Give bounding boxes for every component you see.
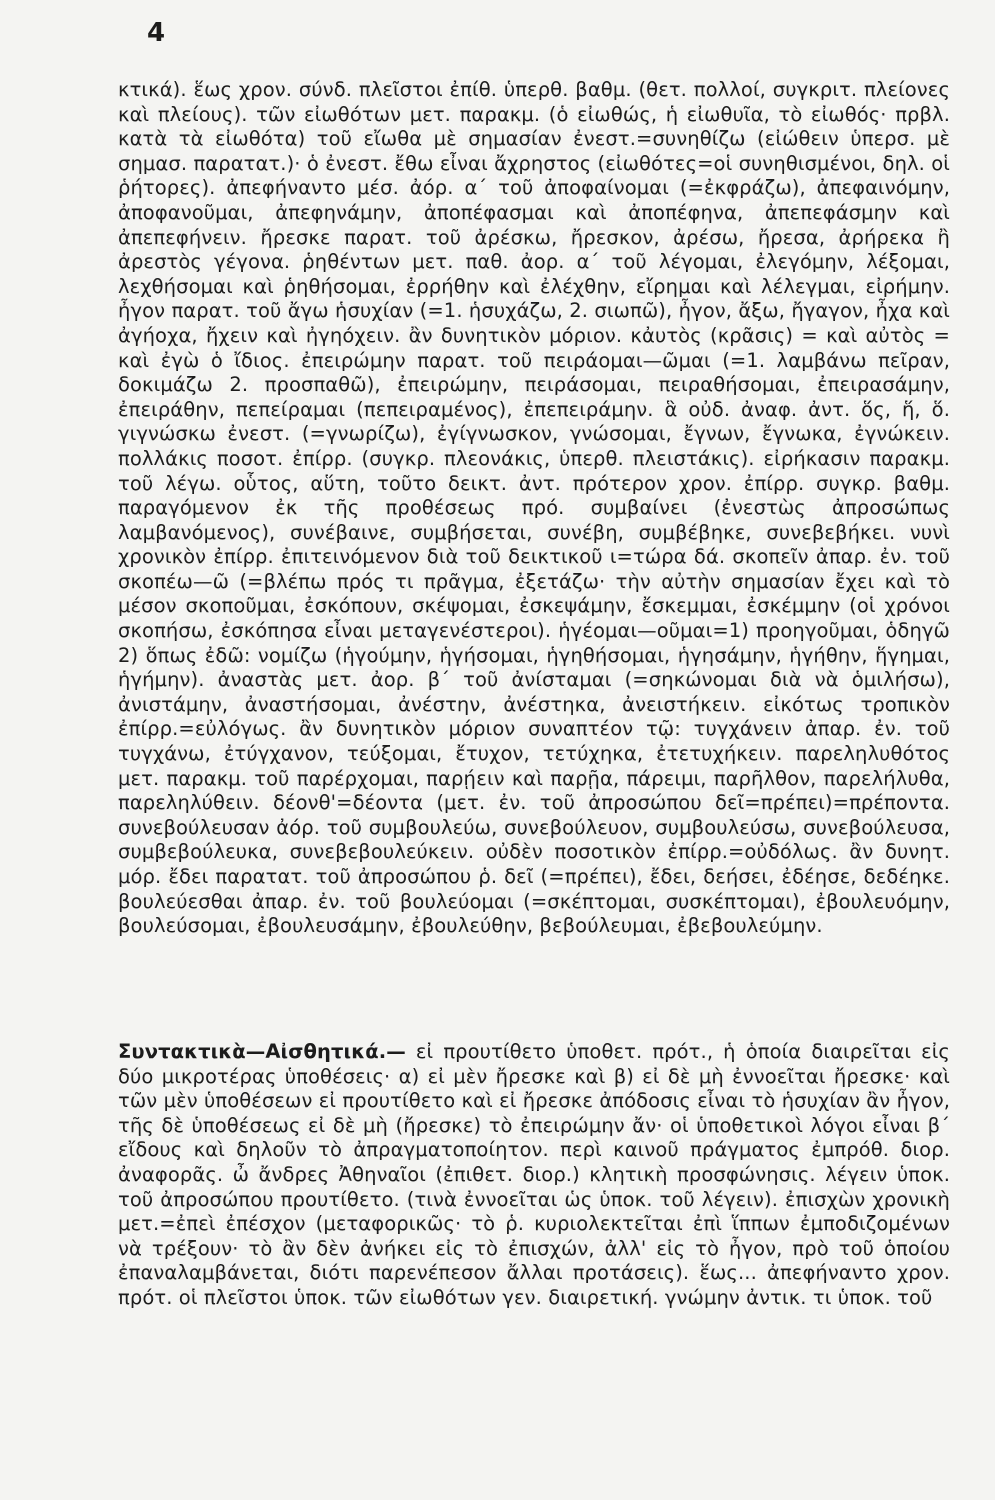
body-paragraph-2: [118, 1040, 950, 1311]
section-heading: Συντακτικὰ—Αἰσθητικά.—: [118, 1040, 406, 1063]
page-number: 4: [147, 18, 166, 48]
body-paragraph-1: κτικά). ἕως χρον. σύνδ. πλεῖστοι ἐπίθ. ὑπερθ. βαθμ. (θετ. πολλοί, συγκριτ. πλείονες καὶ πλείους). τῶν εἰωθότων μετ. παρακμ. (ὁ εἰωθώς, ἡ εἰωθυῖα, τὸ εἰωθός· πρβλ. κατὰ τὰ εἰωθότα) τοῦ εἴωθα μὲ σημασίαν ἐνεστ.=συνηθίζω (εἰώθειν ὑπερσ. μὲ σημασ. παρατατ.)· ὁ ἐνεστ. ἔθω εἶναι ἄχρηστος (εἰωθότες=οἱ συνηθισμένοι, δηλ. οἱ ῥήτορες). ἀπεφήναντο μέσ. ἀόρ. α΄ τοῦ ἀποφαίνομαι (=ἐκφράζω), ἀπεφαινόμην, ἀποφανοῦμαι, ἀπεφηνάμην, ἀποπέφασμαι καὶ ἀποπέφηνα, ἀπεπεφάσμην καὶ ἀπεπεφήνειν. ἤρεσκε παρατ. τοῦ ἀρέσκω, ἤρεσκον, ἀρέσω, ἤρεσα, ἀρήρεκα ἢ ἀρεστὸς γέγονα. ῥηθέντων μετ. παθ. ἀορ. α΄ τοῦ λέγομαι, ἐλεγόμην, λέξομαι, λεχθήσομαι καὶ ῥηθήσομαι, ἐρρήθην καὶ ἐλέχθην, εἴρημαι καὶ λέλεγμαι, εἰρήμην. ἦγον παρατ. τοῦ ἄγω ἡσυχίαν (=1. ἡσυχάζω, 2. σιωπῶ), ἦγον, ἄξω, ἤγαγον, ἦχα καὶ ἀγήοχα, ἤχειν καὶ ἠγηόχειν. ἂν δυνητικὸν μόριον. κἀυτὸς (κρᾶσις) = καὶ αὐτὸς = καὶ ἐγὼ ὁ ἴδιος. ἐπειρώμην παρατ. τοῦ πειράομαι—ῶμαι (=1. λαμβάνω πεῖραν, δοκιμάζω 2. προσπαθῶ), ἐπειρώμην, πειράσομαι, πειραθήσομαι, ἐπειρασάμην, ἐπειράθην, πεπείραμαι (πεπειραμένος), ἐπεπειράμην. ἃ οὐδ. ἀναφ. ἀντ. ὅς, ἥ, ὅ. γιγνώσκω ἐνεστ. (=γνωρίζω), ἐγίγνωσκον, γνώσομαι, ἔγνων, ἔγνωκα, ἐγνώκειν. πολλάκις ποσοτ. ἐπίρρ. (συγκρ. πλεονάκις, ὑπερθ. πλειστάκις). εἰρήκασιν παρακμ. τοῦ λέγω. οὗτος, αὕτη, τοῦτο δεικτ. ἀντ. πρότερον χρον. ἐπίρρ. συγκρ. βαθμ. παραγόμενον ἐκ τῆς προθέσεως πρό. συμβαίνει (ἐνεστὼς ἀπροσώπως λαμβανόμενος), συνέβαινε, συμβήσεται, συνέβη, συμβέβηκε, συνεβεβήκει. νυνὶ χρονικὸν ἐπίρρ. ἐπιτεινόμενον διὰ τοῦ δεικτικοῦ ι=τώρα δά. σκοπεῖν ἀπαρ. ἐν. τοῦ σκοπέω—ῶ (=βλέπω πρός τι πρᾶγμα, ἐξετάζω· τὴν αὐτὴν σημασίαν ἔχει καὶ τὸ μέσον σκοποῦμαι, ἐσκόπουν, σκέψομαι, ἐσκεψάμην, ἔσκεμμαι, ἐσκέμμην (οἱ χρόνοι σκοπήσω, ἐσκόπησα εἶναι μεταγενέστεροι). ἡγέομαι—οῦμαι=1) προηγοῦμαι, ὁδηγῶ 2) ὅπως ἐδῶ: νομίζω (ἡγούμην, ἡγήσομαι, ἡγηθήσομαι, ἡγησάμην, ἡγήθην, ἥγημαι, ἡγήμην). ἀναστὰς μετ. ἀορ. β΄ τοῦ ἀνίσταμαι (=σηκώνομαι διὰ νὰ ὁμιλήσω), ἀνιστάμην, ἀναστήσομαι, ἀνέστην, ἀνέστηκα, ἀνειστήκειν. εἰκότως τροπικὸν ἐπίρρ.=εὐλόγως. ἂν δυνητικὸν μόριον συναπτέον τῷ: τυγχάνειν ἀπαρ. ἐν. τοῦ τυγχάνω, ἐτύγχανον, τεύξομαι, ἔτυχον, τετύχηκα, ἐτετυχήκειν. παρεληλυθότος μετ. παρακμ. τοῦ παρέρχομαι, παρῄειν καὶ παρῇα, πάρειμι, παρῆλθον, παρελήλυθα, παρεληλύθειν. δέονθ'=δέοντα (μετ. ἐν. τοῦ ἀπροσώπου δεῖ=πρέπει)=πρέποντα. συνεβούλευσαν ἀόρ. τοῦ συμβουλεύω, συνεβούλευον, συμβουλεύσω, συνεβούλευσα, συμβεβούλευκα, συνεβεβουλεύκειν. οὐδὲν ποσοτικὸν ἐπίρρ.=οὐδόλως. ἂν δυνητ. μόρ. ἔδει παρατατ. τοῦ ἀπροσώπου ῥ. δεῖ (=πρέπει), ἔδει, δεήσει, ἐδέησε, δεδέηκε. βουλεύεσθαι ἀπαρ. ἐν. τοῦ βουλεύομαι (=σκέπτομαι, συσκέπτομαι), ἐβουλευόμην, βουλεύσομαι, ἐβουλευσάμην, ἐβουλεύθην, βεβούλευμαι, ἐβεβουλεύμην.: [118, 78, 950, 938]
section-text: εἰ προυτίθετο ὑποθετ. πρότ., ἡ ὁποία διαιρεῖται εἰς δύο μικροτέρας ὑποθέσεις· α) εἰ μὲν ἤρεσκε καὶ β) εἰ δὲ μὴ ἐννοεῖται ἤρεσκε· καὶ τῶν μὲν ὑποθέσεων εἰ προυτίθετο καὶ εἰ ἤρεσκε ἀπόδοσις εἶναι τὸ ἡσυχίαν ἂν ἦγον, τῆς δὲ ὑποθέσεως εἰ δὲ μὴ (ἤρεσκε) τὸ ἐπειρώμην ἄν· οἱ ὑποθετικοὶ λόγοι εἶναι β΄ εἴδους καὶ δηλοῦν τὸ ἀπραγματοποίητον. περὶ καινοῦ πράγματος ἐμπρόθ. διορ. ἀναφορᾶς. ὦ ἄνδρες Ἀθηναῖοι (ἐπιθετ. διορ.) κλητικὴ προσφώνησις. λέγειν ὑποκ. τοῦ ἀπροσώπου προυτίθετο. (τινὰ ἐννοεῖται ὡς ὑποκ. τοῦ λέγειν). ἐπισχὼν χρονικὴ μετ.=ἐπεὶ ἐπέσχον (μεταφορικῶς· τὸ ῥ. κυριολεκτεῖται ἐπὶ ἵππων ἐμποδιζομένων νὰ τρέξουν· τὸ ἂν δὲν ἀνήκει εἰς τὸ ἐπισχών, ἀλλ' εἰς τὸ ἦγον, πρὸ τοῦ ὁποίου ἐπαναλαμβάνεται, διότι παρενέπεσον ἄλλαι προτάσεις). ἕως... ἀπεφήναντο χρον. πρότ. οἱ πλεῖστοι ὑποκ. τῶν εἰωθότων γεν. διαιρετική. γνώμην ἀντικ. τι ὑποκ. τοῦ: [118, 1040, 950, 1309]
